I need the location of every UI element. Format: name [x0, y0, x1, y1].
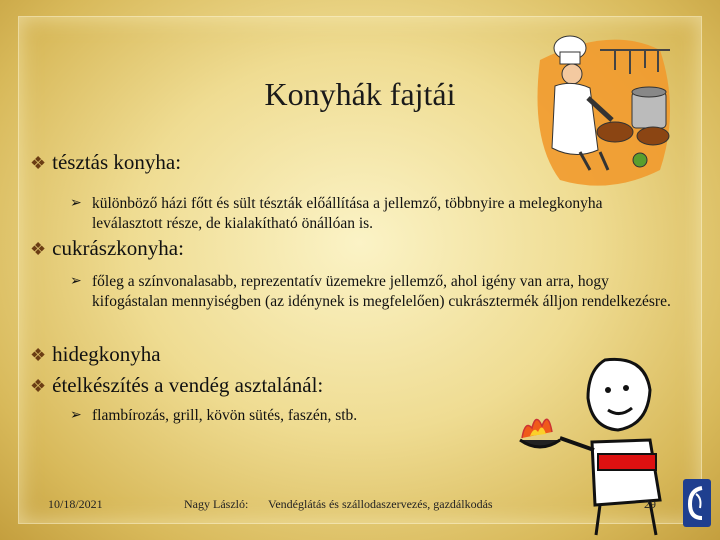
chef-cooking-illustration	[520, 20, 682, 190]
arrow-bullet-icon: ➢	[70, 408, 82, 423]
sub-bullet-text: különböző házi főtt és sült tészták előállítása a jellemző, többnyire a melegkonyha leválasztott része, de kialakítható önállóan is.	[92, 195, 603, 232]
footer-page-number: 29	[644, 497, 656, 511]
bullet-item	[30, 342, 161, 367]
footer-course: Vendéglátás és szállodaszervezés, gazdálkodás	[268, 497, 493, 511]
bullet-label: tésztás konyha:	[52, 150, 182, 174]
footer-author: Nagy László:	[184, 497, 249, 511]
bullet-item	[30, 373, 323, 398]
bullet-label: hidegkonyha	[52, 342, 161, 366]
bullet-item	[30, 150, 181, 175]
bullet-label: ételkészítés a vendég asztalánál:	[52, 373, 324, 397]
sub-bullet-item	[70, 406, 490, 426]
sub-bullet-item	[70, 272, 682, 312]
sub-bullet-text: flambírozás, grill, kövön sütés, faszén, stb.	[92, 407, 358, 424]
slide-title: Konyhák fajtái	[264, 76, 456, 112]
arrow-bullet-icon: ➢	[70, 196, 82, 211]
bullet-label: cukrászkonyha:	[52, 236, 184, 260]
diamond-bullet-icon: ❖	[30, 153, 47, 173]
diamond-bullet-icon: ❖	[30, 376, 47, 396]
diamond-bullet-icon: ❖	[30, 239, 47, 259]
college-logo-icon	[682, 478, 712, 528]
arrow-bullet-icon: ➢	[70, 274, 82, 289]
diamond-bullet-icon: ❖	[30, 345, 47, 365]
bullet-item	[30, 236, 184, 261]
sub-bullet-item	[70, 194, 670, 234]
sub-bullet-text: főleg a színvonalasabb, reprezentatív üzemekre jellemző, ahol igény van arra, hogy kifogástalan mennyiségben (az idénynek is megfelelően) cukrásztermék álljon rendelkezésre.	[92, 273, 671, 310]
footer-date: 10/18/2021	[48, 497, 103, 511]
